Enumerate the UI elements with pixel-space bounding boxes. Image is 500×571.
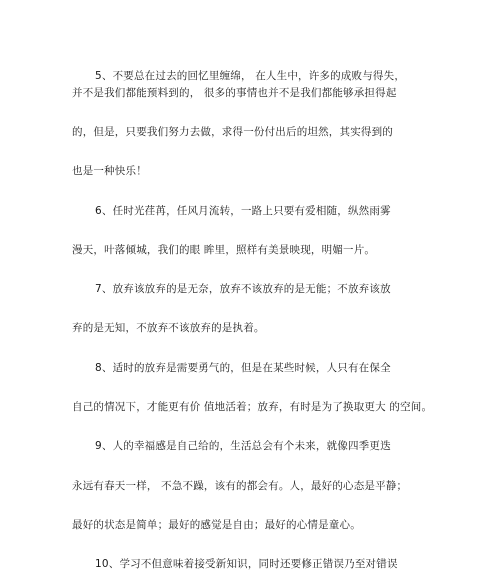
paragraph-9-line-2: 永远有春天一样， 不急不躁，该有的都会有。人，最好的心态是平静；	[72, 480, 408, 492]
paragraph-6-line-1: 6、任时光荏苒，任风月流转，一路上只要有爱相随，纵然雨雾	[95, 205, 391, 217]
paragraph-7-line-2: 弃的是无知，不放弃不该放弃的是执着。	[72, 322, 265, 334]
paragraph-6-line-2: 漫天，叶落倾城，我们的眼 眸里，照样有美景映现，明媚一片。	[72, 244, 376, 256]
paragraph-5-line-2: 并不是我们都能预料到的， 很多的事情也并不是我们都能够承担得起	[72, 87, 397, 99]
paragraph-8-line-2: 自己的情况下，才能更有价 值地活着；放弃，有时是为了换取更大 的空间。	[72, 401, 433, 413]
paragraph-7-line-1: 7、放弃该放弃的是无奈，放弃不该放弃的是无能；不放弃该放	[95, 283, 391, 295]
paragraph-9-line-1: 9、人的幸福感是自己给的，生活总会有个未来，就像四季更迭	[95, 440, 391, 452]
paragraph-10-line-1: 10、学习不但意味着接受新知识，同时还要修正错误乃至对错误	[95, 558, 398, 570]
paragraph-8-line-1: 8、适时的放弃是需要勇气的，但是在某些时候，人只有在保全	[95, 362, 391, 374]
paragraph-5-line-1: 5、不要总在过去的回忆里缠绵， 在人生中，许多的成败与得失，	[95, 70, 406, 82]
paragraph-5-line-4: 也是一种快乐！	[72, 165, 147, 177]
paragraph-5-line-3: 的，但是，只要我们努力去做，求得一份付出后的坦然，其实得到的	[72, 126, 393, 138]
paragraph-9-line-3: 最好的状态是简单；最好的感觉是自由；最好的心情是童心。	[72, 519, 361, 531]
